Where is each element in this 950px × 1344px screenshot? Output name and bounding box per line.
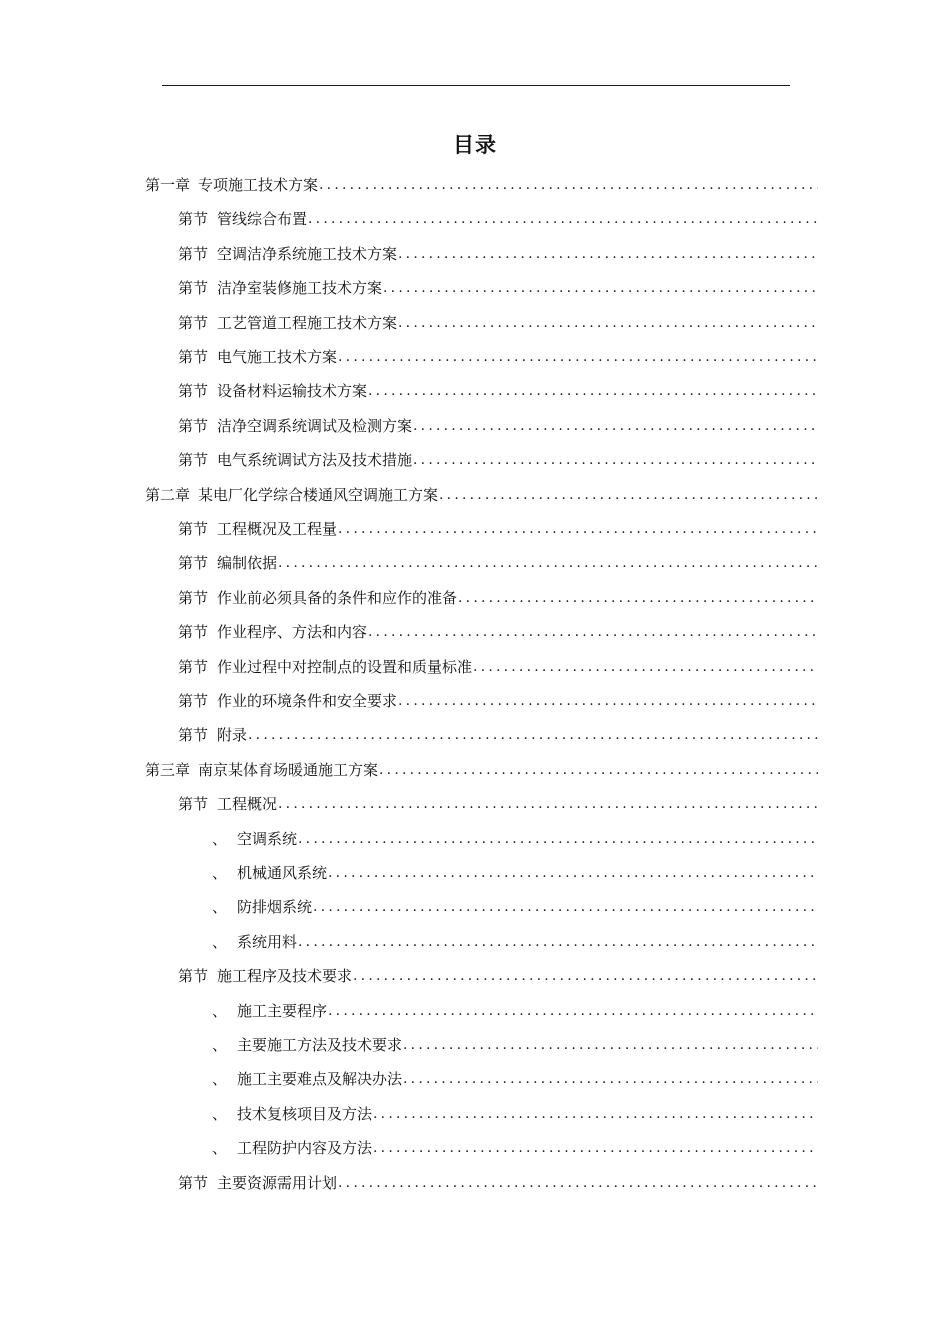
toc-subsection-entry[interactable] xyxy=(212,1103,818,1125)
toc-entry-label: 施工程序及技术要求 xyxy=(217,967,353,986)
toc-entry-label: 附录 xyxy=(217,726,248,745)
toc-section-entry[interactable] xyxy=(178,690,818,712)
toc-entry-number: 、 xyxy=(212,1001,228,1020)
toc-entry-label: 防排烟系统 xyxy=(237,898,313,917)
toc-section-entry[interactable] xyxy=(178,621,818,643)
toc-dot-leader xyxy=(473,656,818,678)
toc-dot-leader xyxy=(319,174,818,196)
toc-dot-leader xyxy=(298,931,818,953)
toc-entry-label: 施工主要程序 xyxy=(237,1001,328,1020)
toc-entry-label: 编制依据 xyxy=(217,554,278,573)
toc-entry-label: 工程概况 xyxy=(217,795,278,814)
toc-dot-leader xyxy=(368,380,818,402)
toc-entry-label: 工程概况及工程量 xyxy=(217,520,338,538)
toc-entry-label: 空调洁净系统施工技术方案 xyxy=(217,244,398,263)
toc-section-entry[interactable] xyxy=(178,1172,818,1194)
toc-entry-label: 技术复核项目及方法 xyxy=(237,1104,373,1123)
toc-subsection-entry[interactable] xyxy=(212,1068,818,1090)
toc-section-entry[interactable] xyxy=(178,243,818,265)
toc-entry-number: 、 xyxy=(212,1139,228,1158)
toc-dot-leader xyxy=(278,552,818,574)
toc-entry-number: 第节 xyxy=(178,795,209,814)
toc-subsection-entry[interactable] xyxy=(212,1137,818,1159)
toc-entry-number: 第节 xyxy=(178,416,209,435)
toc-entry-number: 、 xyxy=(212,1070,228,1089)
toc-entry-label: 管线综合布置 xyxy=(217,210,308,229)
toc-entry-number: 第节 xyxy=(178,279,209,298)
page-title: 目录 xyxy=(453,133,497,157)
toc-entry-number: 第节 xyxy=(178,348,209,366)
toc-entry-label: 某电厂化学综合楼通风空调施工方案 xyxy=(198,485,439,504)
toc-dot-leader xyxy=(373,1103,818,1125)
toc-dot-leader xyxy=(353,965,818,987)
toc-chapter-entry[interactable] xyxy=(145,484,818,506)
toc-entry-number: 第节 xyxy=(178,554,209,573)
toc-entry-label: 施工主要难点及解决办法 xyxy=(237,1070,403,1089)
toc-dot-leader xyxy=(338,346,818,368)
toc-section-entry[interactable] xyxy=(178,587,818,609)
toc-dot-leader xyxy=(403,1068,818,1090)
toc-entry-label: 主要施工方法及技术要求 xyxy=(237,1036,403,1054)
toc-section-entry[interactable] xyxy=(178,656,818,678)
toc-entry-number: 第节 xyxy=(178,1173,209,1192)
toc-entry-number: 第三章 xyxy=(145,760,191,779)
toc-section-entry[interactable] xyxy=(178,518,818,540)
toc-entry-label: 洁净空调系统调试及检测方案 xyxy=(217,416,413,435)
toc-entry-number: 第一章 xyxy=(145,176,191,194)
header-rule xyxy=(162,85,790,86)
toc-entry-label: 系统用料 xyxy=(237,932,298,951)
toc-entry-label: 电气系统调试方法及技术措施 xyxy=(217,451,413,470)
toc-entry-label: 作业过程中对控制点的设置和质量标准 xyxy=(217,657,473,676)
toc-entry-label: 设备材料运输技术方案 xyxy=(217,382,368,401)
toc-chapter-entry[interactable] xyxy=(145,174,818,196)
toc-dot-leader xyxy=(373,1137,818,1159)
toc-entry-number: 第二章 xyxy=(145,485,191,504)
toc-entry-label: 洁净室装修施工技术方案 xyxy=(217,279,383,298)
toc-dot-leader xyxy=(439,484,818,506)
toc-dot-leader xyxy=(398,690,818,712)
toc-dot-leader xyxy=(248,724,818,746)
toc-entry-label: 空调系统 xyxy=(237,829,298,848)
toc-entry-number: 第节 xyxy=(178,623,209,642)
toc-entry-number: 第节 xyxy=(178,451,209,470)
toc-entry-label: 作业程序、方法和内容 xyxy=(217,623,368,642)
toc-dot-leader xyxy=(403,1034,818,1056)
toc-entry-number: 第节 xyxy=(178,692,209,710)
toc-chapter-entry[interactable] xyxy=(145,759,818,781)
toc-dot-leader xyxy=(368,621,818,643)
toc-dot-leader xyxy=(338,518,818,540)
toc-entry-number: 第节 xyxy=(178,657,209,676)
toc-subsection-entry[interactable] xyxy=(212,828,818,850)
toc-dot-leader xyxy=(308,208,818,230)
toc-section-entry[interactable] xyxy=(178,380,818,402)
toc-entry-number: 第节 xyxy=(178,726,209,745)
toc-dot-leader xyxy=(383,277,818,299)
toc-section-entry[interactable] xyxy=(178,724,818,746)
toc-dot-leader xyxy=(278,793,818,815)
toc-entry-number: 、 xyxy=(212,1036,228,1054)
toc-entry-number: 第节 xyxy=(178,244,209,263)
toc-entry-number: 、 xyxy=(212,864,228,882)
toc-entry-number: 第节 xyxy=(178,967,209,986)
toc-dot-leader xyxy=(398,312,818,334)
toc-dot-leader xyxy=(298,828,818,850)
toc-section-entry[interactable] xyxy=(178,415,818,437)
toc-entry-number: 第节 xyxy=(178,520,209,538)
toc-entry-number: 第节 xyxy=(178,313,209,332)
toc-section-entry[interactable] xyxy=(178,346,818,368)
toc-entry-number: 、 xyxy=(212,829,228,848)
toc-dot-leader xyxy=(328,1000,818,1022)
toc-dot-leader xyxy=(413,415,818,437)
toc-section-entry[interactable] xyxy=(178,208,818,230)
toc-section-entry[interactable] xyxy=(178,277,818,299)
toc-entry-label: 南京某体育场暖通施工方案 xyxy=(198,760,379,779)
toc-subsection-entry[interactable] xyxy=(212,1000,818,1022)
toc-entry-number: 第节 xyxy=(178,382,209,401)
toc-dot-leader xyxy=(398,243,818,265)
toc-entry-number: 、 xyxy=(212,1104,228,1123)
toc-subsection-entry[interactable] xyxy=(212,1034,818,1056)
toc-dot-leader xyxy=(313,896,818,918)
toc-entry-number: 、 xyxy=(212,932,228,951)
toc-dot-leader xyxy=(328,862,818,884)
toc-dot-leader xyxy=(379,759,818,781)
toc-section-entry[interactable] xyxy=(178,793,818,815)
toc-subsection-entry[interactable] xyxy=(212,931,818,953)
toc-subsection-entry[interactable] xyxy=(212,896,818,918)
toc-entry-number: 第节 xyxy=(178,588,209,607)
toc-dot-leader xyxy=(338,1172,818,1194)
toc-entry-label: 主要资源需用计划 xyxy=(217,1173,338,1192)
toc-entry-number: 第节 xyxy=(178,210,209,229)
toc-entry-label: 机械通风系统 xyxy=(237,864,328,882)
toc-section-entry[interactable] xyxy=(178,312,818,334)
toc-subsection-entry[interactable] xyxy=(212,862,818,884)
toc-entry-label: 工艺管道工程施工技术方案 xyxy=(217,313,398,332)
toc-entry-label: 电气施工技术方案 xyxy=(217,348,338,366)
toc-entry-number: 、 xyxy=(212,898,228,917)
toc-dot-leader xyxy=(413,449,818,471)
toc-section-entry[interactable] xyxy=(178,449,818,471)
toc-entry-label: 工程防护内容及方法 xyxy=(237,1139,373,1158)
toc-section-entry[interactable] xyxy=(178,965,818,987)
toc-entry-label: 专项施工技术方案 xyxy=(198,176,319,194)
toc-entry-label: 作业的环境条件和安全要求 xyxy=(217,692,398,710)
toc-section-entry[interactable] xyxy=(178,552,818,574)
toc-dot-leader xyxy=(458,587,818,609)
toc-entry-label: 作业前必须具备的条件和应作的准备 xyxy=(217,588,458,607)
